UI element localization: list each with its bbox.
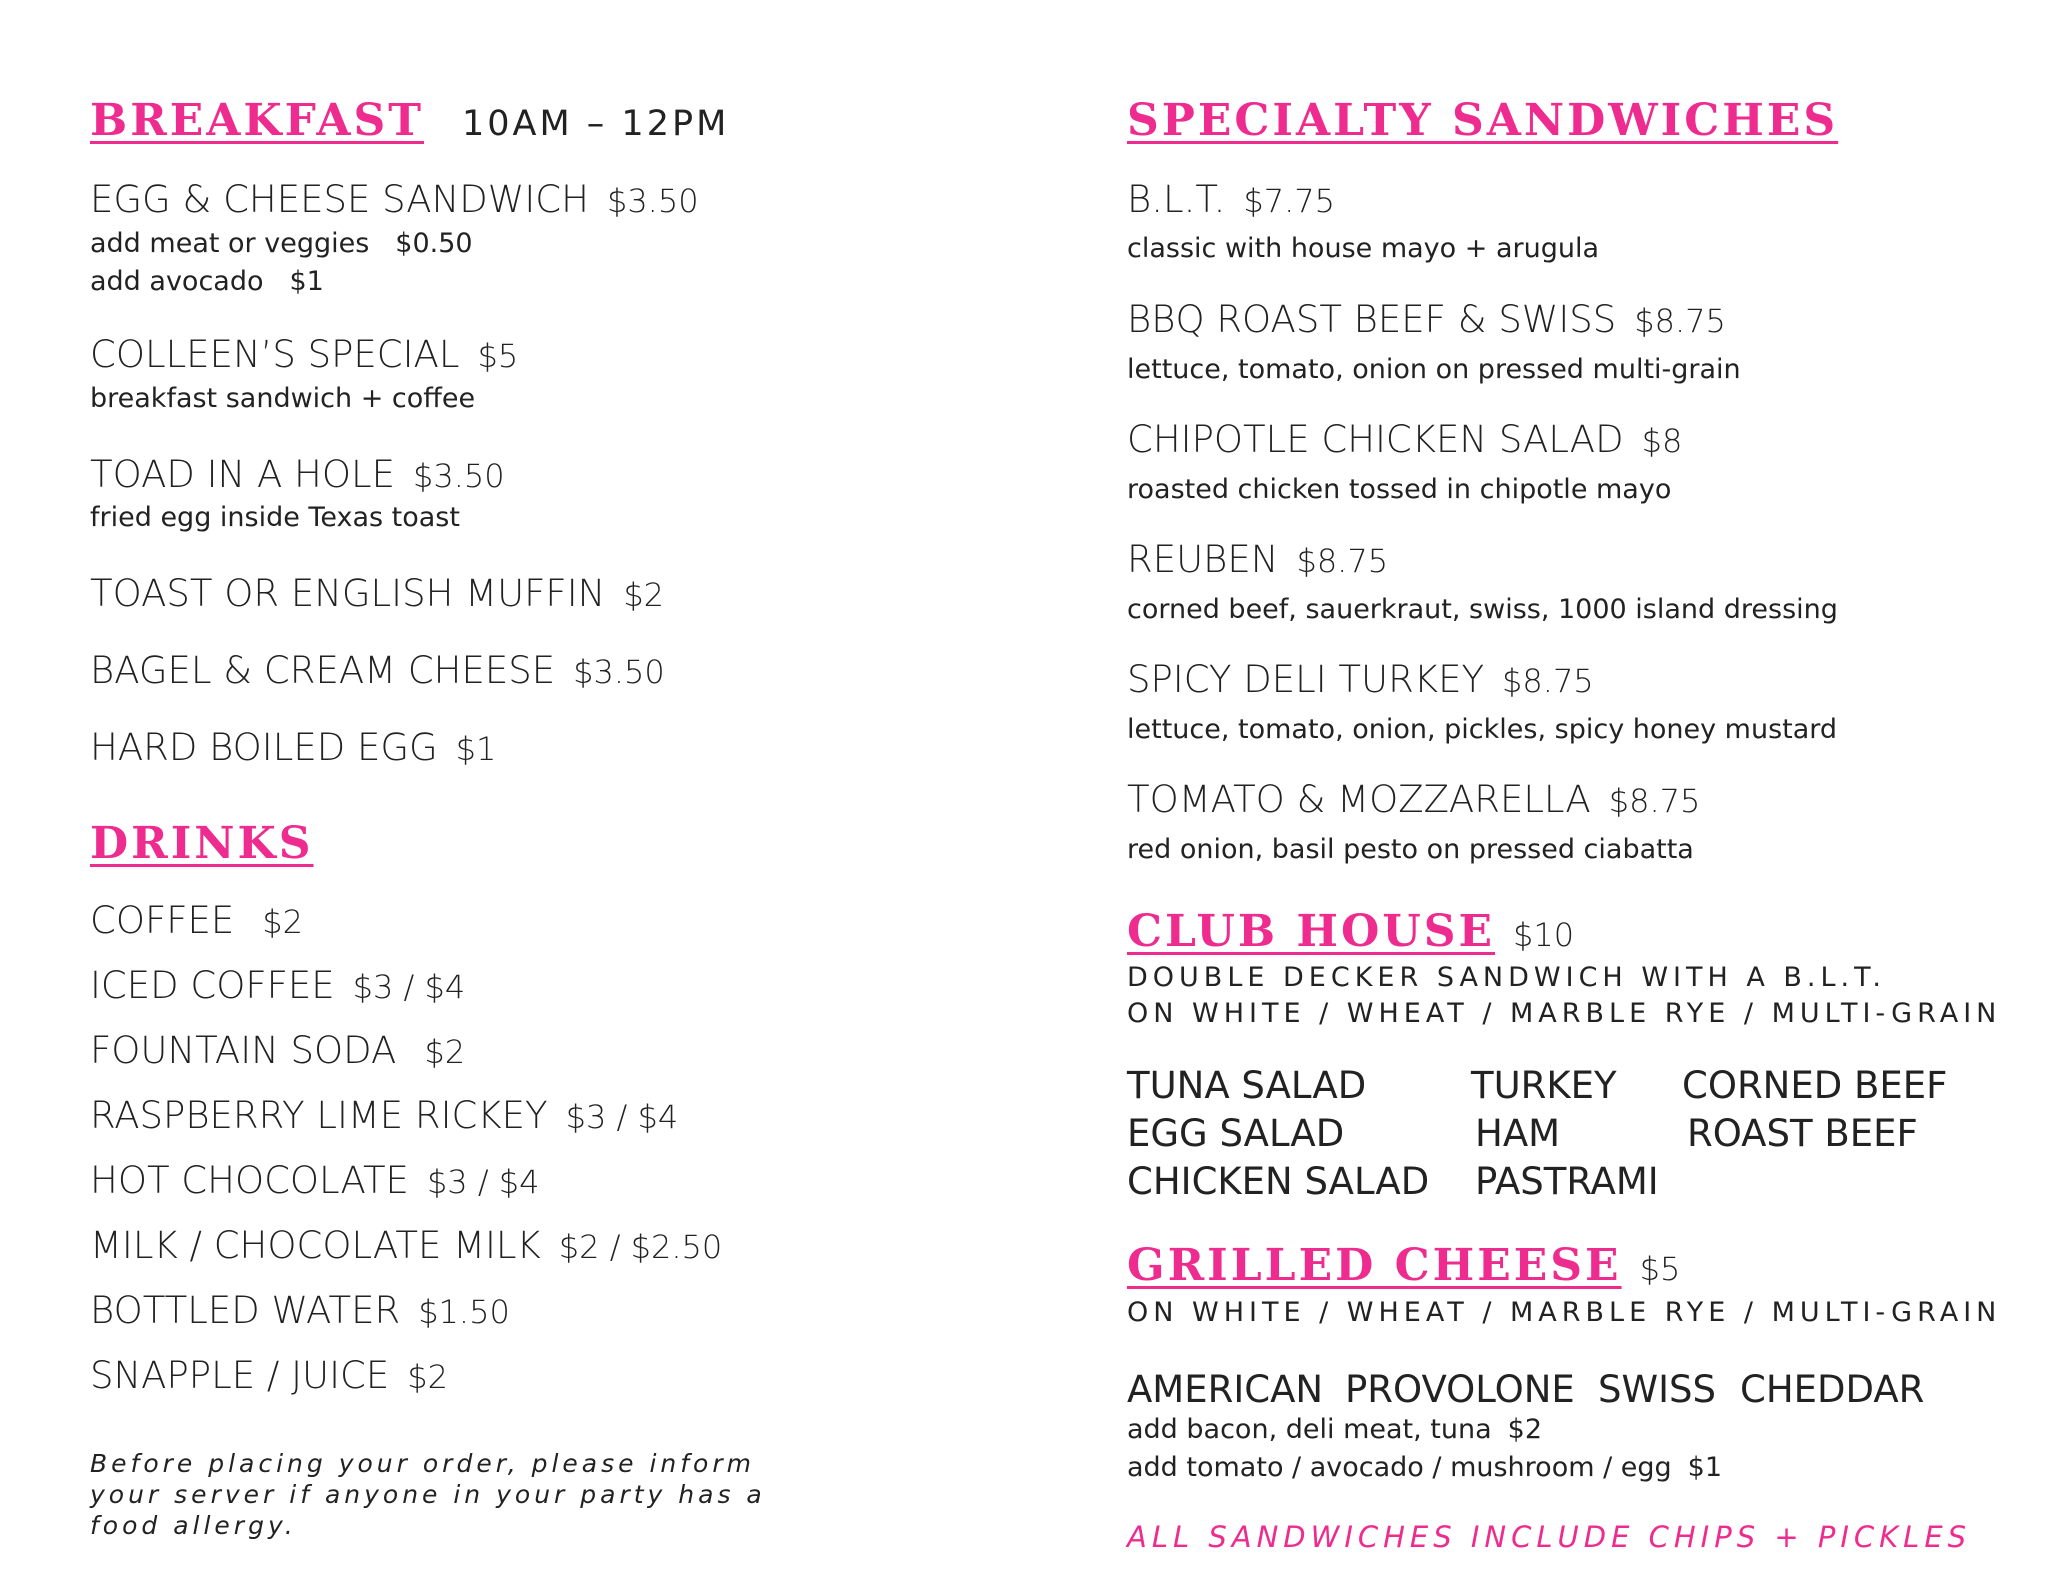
filling-option: TUNA SALAD bbox=[1127, 1064, 1367, 1107]
addon-price: $1 bbox=[289, 266, 324, 297]
item-name: EGG & CHEESE SANDWICH bbox=[90, 178, 589, 221]
cheese-option: CHEDDAR bbox=[1740, 1368, 1925, 1411]
item-price: $1.50 bbox=[418, 1293, 510, 1331]
specialty-heading: SPECIALTY SANDWICHES bbox=[1127, 95, 1839, 146]
addon-text: add tomato / avocado / mushroom / egg bbox=[1127, 1452, 1672, 1483]
item-name: TOMATO & MOZZARELLA bbox=[1127, 778, 1591, 821]
breakfast-heading: BREAKFAST bbox=[90, 95, 424, 146]
sandwich-item bbox=[1127, 418, 1682, 461]
drink-item bbox=[90, 964, 465, 1007]
sandwich-item bbox=[1127, 778, 1700, 821]
allergy-note: Before placing your order, please inform your server if anyone in your party has a food allergy. bbox=[90, 1449, 766, 1540]
item-description: red onion, basil pesto on pressed ciabatta bbox=[1127, 834, 1694, 865]
drink-item bbox=[90, 1159, 540, 1202]
menu-item bbox=[90, 178, 699, 221]
addon-line bbox=[90, 228, 473, 259]
item-name: REUBEN bbox=[1127, 538, 1279, 581]
addon-price: $2 bbox=[1507, 1414, 1542, 1445]
addon-text: add avocado bbox=[90, 266, 264, 297]
item-name: ICED COFFEE bbox=[90, 964, 335, 1007]
filling-option: HAM bbox=[1475, 1112, 1561, 1155]
club-house-price: $10 bbox=[1513, 916, 1575, 954]
item-description: fried egg inside Texas toast bbox=[90, 502, 460, 533]
item-name: HARD BOILED EGG bbox=[90, 726, 438, 769]
filling-option: CORNED BEEF bbox=[1682, 1064, 1948, 1107]
menu-item bbox=[90, 572, 664, 615]
addon-price: $1 bbox=[1687, 1452, 1723, 1483]
item-price: $3 / $4 bbox=[565, 1098, 679, 1136]
addon-line bbox=[1127, 1452, 1722, 1483]
addon-text: add bacon, deli meat, tuna bbox=[1127, 1414, 1492, 1445]
drinks-heading: DRINKS bbox=[90, 818, 314, 869]
club-house-header bbox=[1127, 906, 1574, 957]
item-price: $3.50 bbox=[606, 182, 699, 220]
item-price: $8.75 bbox=[1634, 302, 1726, 340]
sandwich-item bbox=[1127, 178, 1335, 221]
drink-item bbox=[90, 1094, 678, 1137]
item-price: $3.50 bbox=[413, 457, 505, 495]
item-name: SNAPPLE / JUICE bbox=[90, 1354, 390, 1397]
item-name: BAGEL & CREAM CHEESE bbox=[90, 649, 556, 692]
cheese-option: AMERICAN bbox=[1127, 1368, 1324, 1411]
item-name: HOT CHOCOLATE bbox=[90, 1159, 409, 1202]
item-price: $8.75 bbox=[1502, 662, 1594, 700]
drink-item bbox=[90, 1289, 510, 1332]
club-bread-options: ON WHITE / WHEAT / MARBLE RYE / MULTI-GRAIN bbox=[1127, 998, 2002, 1029]
addon-line bbox=[90, 266, 324, 297]
item-price: $2 bbox=[407, 1358, 448, 1396]
grilled-cheese-header bbox=[1127, 1240, 1680, 1291]
item-description: lettuce, tomato, onion, pickles, spicy honey mustard bbox=[1127, 714, 1838, 745]
menu-item bbox=[90, 649, 665, 692]
item-price: $3.50 bbox=[573, 653, 665, 691]
item-name: TOAST OR ENGLISH MUFFIN bbox=[90, 572, 606, 615]
item-description: breakfast sandwich + coffee bbox=[90, 383, 476, 414]
item-price: $2 / $2.50 bbox=[558, 1228, 723, 1266]
item-name: BBQ ROAST BEEF & SWISS bbox=[1127, 298, 1617, 341]
item-name: FOUNTAIN SODA bbox=[90, 1029, 397, 1072]
item-name: BOTTLED WATER bbox=[90, 1289, 401, 1332]
item-price: $2 bbox=[623, 576, 665, 614]
addon-text: add meat or veggies bbox=[90, 228, 370, 259]
sandwich-item bbox=[1127, 658, 1594, 701]
addon-price: $0.50 bbox=[395, 228, 473, 259]
sandwich-footer-note: ALL SANDWICHES INCLUDE CHIPS + PICKLES bbox=[1127, 1520, 1972, 1554]
item-name: COLLEEN’S SPECIAL bbox=[90, 333, 460, 376]
grilled-bread-options: ON WHITE / WHEAT / MARBLE RYE / MULTI-GRAIN bbox=[1127, 1297, 2002, 1328]
drink-item bbox=[90, 1354, 448, 1397]
item-name: TOAD IN A HOLE bbox=[90, 453, 395, 496]
sandwich-item bbox=[1127, 298, 1726, 341]
filling-option: EGG SALAD bbox=[1127, 1112, 1345, 1155]
breakfast-hours: 10AM – 12PM bbox=[462, 104, 730, 144]
addon-line bbox=[1127, 1414, 1542, 1445]
item-description: classic with house mayo + arugula bbox=[1127, 233, 1600, 264]
filling-option: PASTRAMI bbox=[1475, 1160, 1659, 1203]
club-description: DOUBLE DECKER SANDWICH WITH A B.L.T. bbox=[1127, 962, 1887, 993]
drink-item bbox=[90, 1029, 465, 1072]
menu-item bbox=[90, 333, 518, 376]
item-name: RASPBERRY LIME RICKEY bbox=[90, 1094, 548, 1137]
item-name: SPICY DELI TURKEY bbox=[1127, 658, 1485, 701]
item-price: $3 / $4 bbox=[426, 1163, 540, 1201]
grilled-cheese-heading: GRILLED CHEESE bbox=[1127, 1240, 1622, 1291]
filling-option: TURKEY bbox=[1471, 1064, 1617, 1107]
item-price: $1 bbox=[455, 730, 497, 768]
cheese-option: PROVOLONE bbox=[1345, 1368, 1575, 1411]
item-price: $8.75 bbox=[1296, 542, 1389, 580]
item-description: roasted chicken tossed in chipotle mayo bbox=[1127, 474, 1672, 505]
item-description: lettuce, tomato, onion on pressed multi-grain bbox=[1127, 354, 1741, 385]
item-price: $8.75 bbox=[1608, 782, 1701, 820]
filling-option: CHICKEN SALAD bbox=[1127, 1160, 1430, 1203]
item-price: $8 bbox=[1641, 422, 1683, 460]
item-price: $5 bbox=[477, 337, 519, 375]
item-price: $7.75 bbox=[1243, 182, 1335, 220]
item-name: MILK / CHOCOLATE MILK bbox=[90, 1224, 541, 1267]
sandwich-item bbox=[1127, 538, 1388, 581]
item-name: B.L.T. bbox=[1127, 178, 1226, 221]
club-house-heading: CLUB HOUSE bbox=[1127, 906, 1496, 957]
menu-item bbox=[90, 453, 505, 496]
cheese-option: SWISS bbox=[1598, 1368, 1716, 1411]
filling-option: ROAST BEEF bbox=[1687, 1112, 1918, 1155]
item-price: $2 bbox=[262, 903, 303, 941]
item-name: CHIPOTLE CHICKEN SALAD bbox=[1127, 418, 1624, 461]
item-price: $2 bbox=[424, 1033, 466, 1071]
drink-item bbox=[90, 1224, 722, 1267]
item-description: corned beef, sauerkraut, swiss, 1000 island dressing bbox=[1127, 594, 1838, 625]
item-price: $3 / $4 bbox=[352, 968, 466, 1006]
item-name: COFFEE bbox=[90, 899, 235, 942]
menu-item bbox=[90, 726, 496, 769]
grilled-cheese-price: $5 bbox=[1639, 1250, 1681, 1288]
drink-item bbox=[90, 899, 303, 942]
